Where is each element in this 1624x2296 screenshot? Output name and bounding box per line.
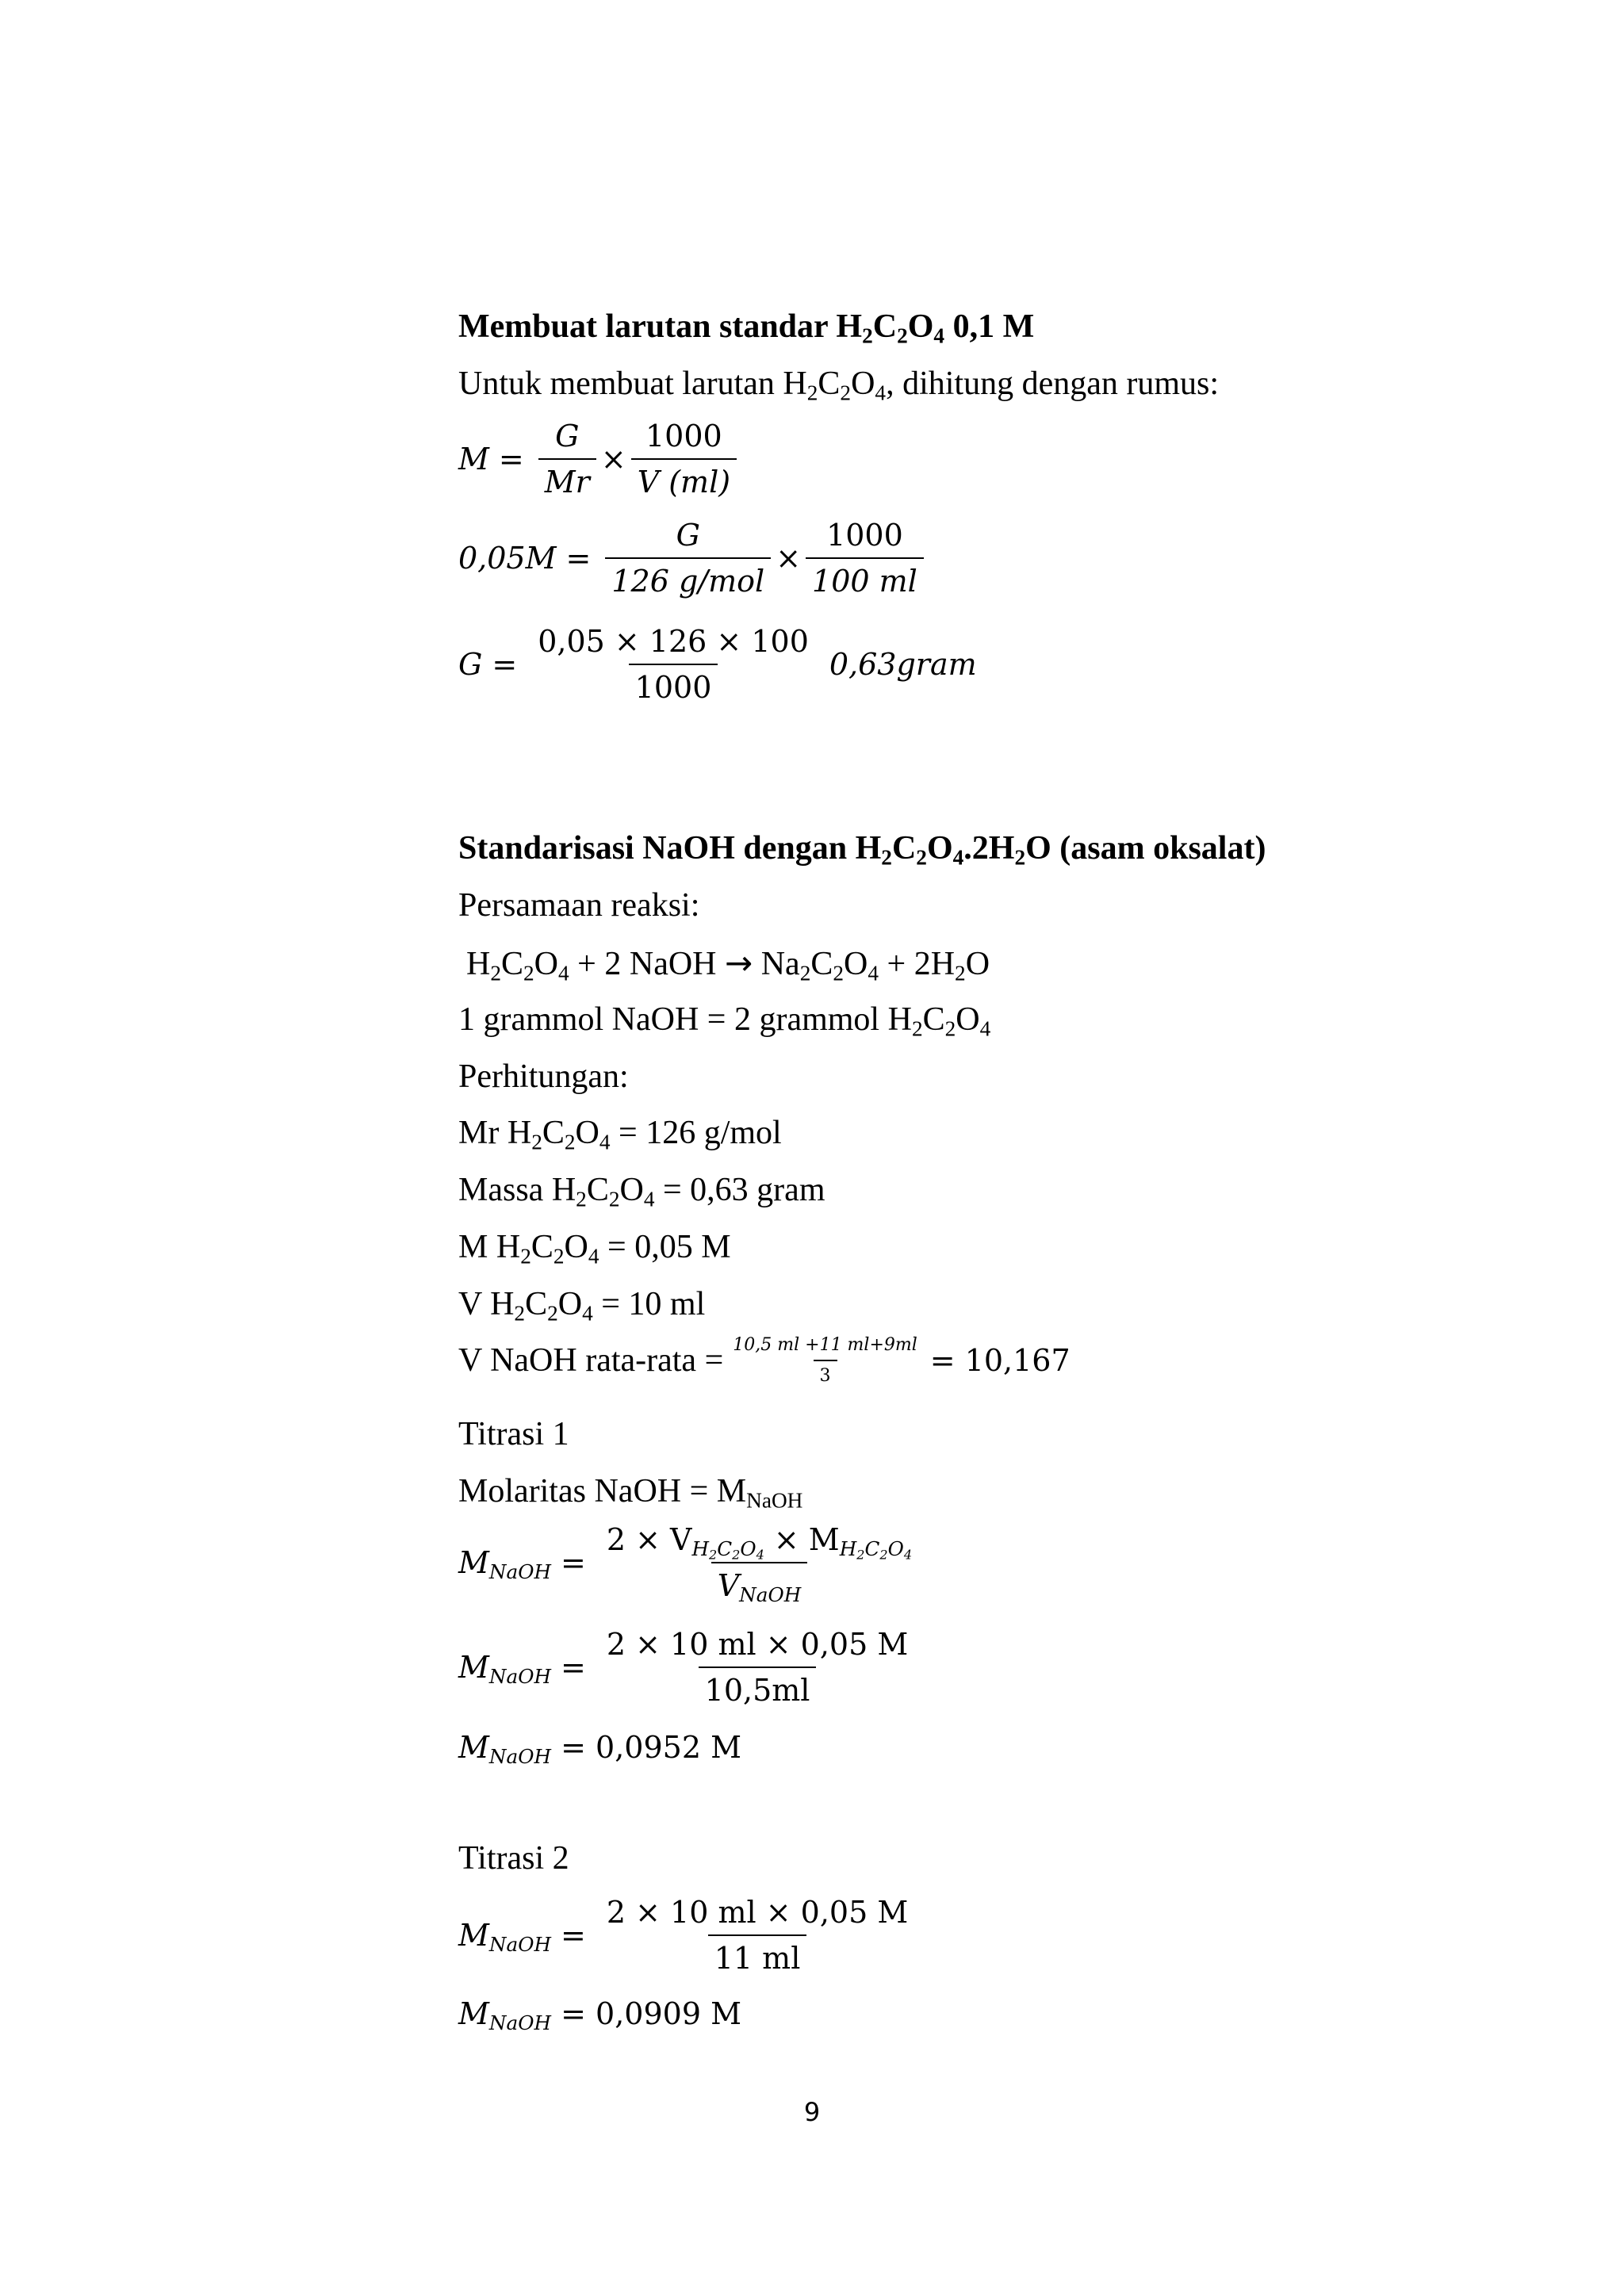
mr-line: Mr $H_2C_2O_4 = 126$ g/mol	[458, 1115, 782, 1154]
calc-label: Perhitungan:	[458, 1058, 629, 1095]
mass-line: Massa $H_2C_2O_4 = 0,63$ gram	[458, 1172, 825, 1211]
page-number: 9	[803, 2097, 821, 2127]
molarity-line: M $H_2C_2O_4 = 0,05$ M	[458, 1229, 731, 1269]
titrasi1-calculation: $M_{NaOH}$ = $\frac{2 \times 10 ml \times 0,05 M}{10,5ml}$	[458, 1627, 909, 1708]
mole-ratio: 1 grammol NaOH = 2 grammol $H_2C_2O_4$	[458, 1001, 991, 1041]
molarity-substitution: 0,05M = $\frac{G}{\text{126 g/mol}}$ × $\frac{1000}{100 ml}$	[458, 518, 929, 599]
volume-line: V $H_2C_2O_4 = 10$ ml	[458, 1286, 706, 1326]
titrasi2-label: Titrasi 2	[458, 1840, 569, 1877]
mass-calculation: G = $\frac{0,05 \times 126 \times 100}{1000}$ 0,63gram	[458, 624, 977, 705]
titrasi1-label: Titrasi 1	[458, 1416, 569, 1452]
section1-intro: Untuk membuat larutan $H_2C_2O_4$, dihitung dengan rumus:	[458, 365, 1220, 405]
titrasi1-result: $M_{NaOH} = 0,0952$ M	[458, 1730, 741, 1768]
section2-heading: Standarisasi NaOH dengan $H_2C_2O_4.2H_2O$ (asam oksalat)	[458, 830, 1266, 870]
titrasi1-formula: $M_{NaOH}$ = $\frac{2 \times V_{H_2C_2O_4} \times M_{H_2C_2O_4}}{V_{NaOH}}$	[458, 1522, 913, 1606]
reaction-label: Persamaan reaksi:	[458, 887, 700, 924]
molarity-formula: M = $\frac{G}{Mr}$ × $\frac{1000}{V (ml)}$	[458, 419, 741, 499]
average-volume: V NaOH rata-rata = $\frac{10,5 ml +11 ml+9ml}{3}$ = 10,167	[458, 1335, 1071, 1386]
reaction-equation: $H_2C_2O_4 + 2$ NaOH → $Na_2C_2O_4 + 2H_2O$	[466, 943, 990, 985]
titrasi2-calculation: $M_{NaOH}$ = $\frac{2 \times 10 ml \times 0,05 M}{11 ml}$	[458, 1895, 909, 1976]
titrasi2-result: $M_{NaOH} = 0,0909$ M	[458, 1996, 741, 2034]
section1-heading: Membuat larutan standar $H_2C_2O_4$ 0,1 M	[458, 308, 1035, 348]
titrasi1-molarity-label: Molaritas NaOH = $M_{NaOH}$	[458, 1473, 803, 1513]
